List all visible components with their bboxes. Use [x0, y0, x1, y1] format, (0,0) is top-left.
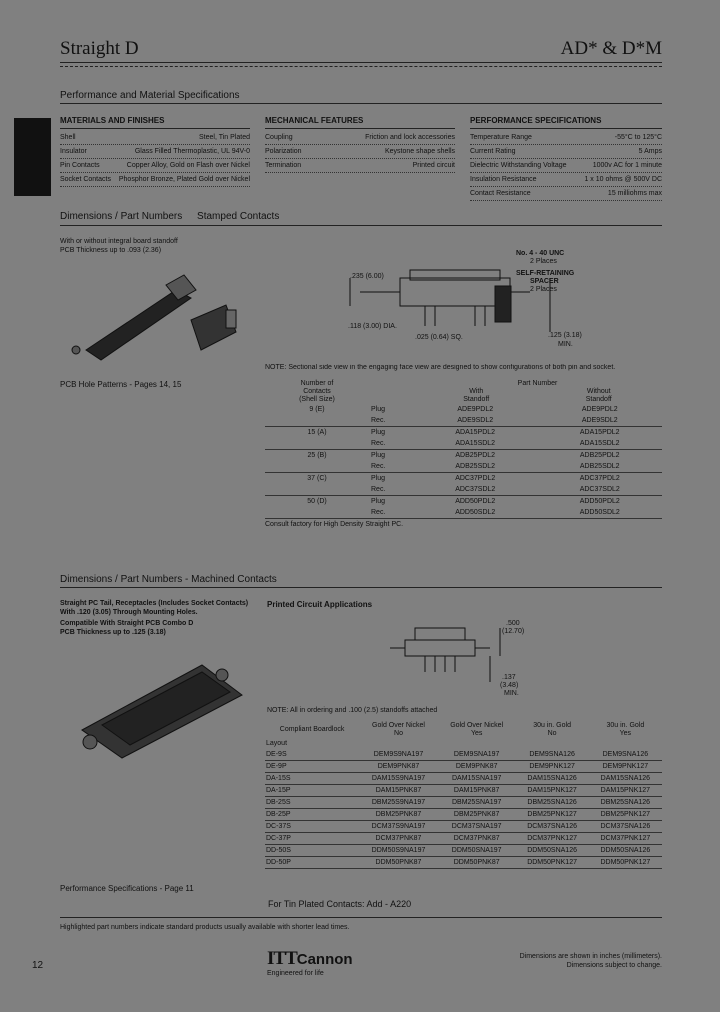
part-number-cell: DAM15PNK87: [438, 785, 516, 797]
spec-label: Pin Contacts: [60, 161, 100, 169]
part-without-standoff-cell: ADD50SDL2: [538, 507, 663, 519]
part-number-cell: DBM25PNK87: [359, 809, 438, 821]
shell-size-cell: 9 (E): [309, 405, 325, 413]
stamped-part-table: [265, 380, 662, 529]
spec-value: Glass Filled Thermoplastic, UL 94V-0: [134, 147, 250, 155]
table-row: [265, 404, 662, 415]
dim-spacer-places: 2 Places: [530, 286, 557, 293]
part-number-cell: DDM50PNK127: [589, 857, 662, 869]
table-row: [265, 415, 662, 427]
tin-plated-note: For Tin Plated Contacts: Add - A220: [268, 899, 412, 909]
part-number-cell: DCM37PNK87: [359, 833, 438, 845]
stamped-dimension-drawing: [340, 248, 670, 348]
th-with-2: Standoff: [463, 396, 490, 403]
part-with-standoff-cell: ADE9PDL2: [457, 405, 494, 413]
materials-block: [60, 116, 250, 187]
layout-cell: DC-37S: [265, 821, 359, 833]
table-row: [265, 427, 662, 439]
part-number-cell: DDM50S9NA197: [359, 845, 438, 857]
part-number-cell: DCM37PNK87: [438, 833, 516, 845]
dim-nut-places: 2 Places: [530, 258, 557, 265]
dim-nut: No. 4 - 40 UNC: [516, 250, 565, 257]
part-number-cell: DBM25PNK127: [515, 809, 588, 821]
table-row: [265, 785, 662, 797]
machined-mount-hole-left: [83, 735, 97, 749]
part-with-standoff-cell: ADD50SDL2: [413, 507, 538, 519]
section2-rule: [60, 225, 662, 226]
header-rule: [60, 62, 662, 63]
pca-dim-137-min: MIN.: [504, 690, 519, 697]
connector-face: [226, 310, 236, 328]
machined-part-table: [265, 722, 662, 869]
footer-rule: [60, 917, 662, 918]
part-number-cell: DBM25PNK87: [438, 809, 516, 821]
machined-desc-3: Compatible With Straight PCB Combo D: [60, 620, 194, 627]
shell-size-cell: [265, 461, 369, 473]
th-without-2: Standoff: [585, 396, 612, 403]
column-header-line1: 30u in. Gold: [533, 722, 571, 729]
part-number-cell: DDM50SNA126: [515, 845, 588, 857]
section-title-machined: Dimensions / Part Numbers - Machined Contacts: [60, 574, 277, 585]
connector-body-long: [86, 290, 191, 360]
spec-value: Steel, Tin Plated: [199, 133, 250, 141]
part-number-cell: DCM37PNK127: [515, 833, 588, 845]
table-row: [265, 461, 662, 473]
part-number-cell: DDM50SNA197: [438, 845, 516, 857]
spec-label: Coupling: [265, 133, 293, 141]
spec-value: 15 milliohms max: [607, 189, 662, 197]
layout-cell: DE-9S: [265, 749, 359, 761]
part-without-standoff-cell: ADB25PDL2: [579, 451, 620, 459]
section-title-stamped: [60, 211, 279, 223]
th-part-number-text: Part Number: [517, 380, 558, 387]
part-number-cell: DCM37S9NA197: [359, 821, 438, 833]
spec-label: Dielectric Withstanding Voltage: [470, 161, 567, 169]
part-with-standoff-cell: ADB25SDL2: [413, 461, 538, 473]
part-number-cell: DAM15PNK127: [589, 785, 662, 797]
dim-spacer: SELF-RETAINING: [516, 270, 575, 277]
spec-label: Socket Contacts: [60, 175, 111, 183]
pca-shell: [405, 640, 475, 656]
spec-label: Insulation Resistance: [470, 175, 537, 183]
dim-125: .125 (3.18): [548, 332, 582, 339]
drawing-spacer: [495, 286, 511, 322]
contact-type-cell: Rec.: [369, 415, 413, 427]
shell-size-cell: 50 (D): [307, 497, 327, 505]
th-without: [586, 388, 612, 404]
mechanical-heading: MECHANICAL FEATURES: [265, 116, 455, 129]
contact-type-cell: Rec.: [369, 484, 413, 496]
mechanical-block: [265, 116, 455, 173]
table-row: [265, 845, 662, 857]
layout-cell: DA-15S: [265, 773, 359, 785]
contact-type-cell: Plug: [371, 497, 386, 505]
section-title-specs: Performance and Material Specifications: [60, 90, 240, 101]
part-number-cell: DBM25SNA126: [589, 797, 662, 809]
table-row: [265, 473, 662, 485]
performance-row: [470, 145, 662, 159]
machined-desc-1: Straight PC Tail, Receptacles (Includes Socket Contacts): [60, 600, 249, 607]
table-row: [265, 749, 662, 761]
part-number-cell: DCM37SNA126: [515, 821, 588, 833]
perf-specs-ref: Performance Specifications - Page 11: [60, 884, 194, 893]
part-number-cell: DAM15SNA197: [438, 773, 516, 785]
machined-note: NOTE: All in ordering and .100 (2.5) standoffs attached: [267, 707, 438, 714]
shell-size-cell: [265, 415, 369, 427]
table-row: [265, 450, 662, 462]
header-dash: [60, 66, 662, 67]
table-row: [265, 484, 662, 496]
column-header-line1: Compliant Boardlock: [279, 726, 345, 733]
contact-type-cell: Plug: [371, 405, 386, 413]
machined-desc-2: With .120 (3.05) Through Mounting Holes.: [60, 609, 198, 616]
part-number-cell: DCM37PNK127: [589, 833, 662, 845]
layout-cell: DB-25P: [265, 809, 359, 821]
table-row: [265, 773, 662, 785]
stamped-note-1: With or without integral board standoff: [60, 238, 178, 245]
part-without-standoff-cell: ADD50PDL2: [579, 497, 620, 505]
part-with-standoff-cell: ADB25PDL2: [455, 451, 496, 459]
machined-mount-hole-right: [216, 669, 228, 681]
stamped-note-2: PCB Thickness up to .093 (2.36): [60, 247, 162, 254]
column-header: [265, 722, 359, 738]
part-number-cell: DEM9SNA197: [438, 749, 516, 761]
shell-size-cell: [265, 438, 369, 450]
table-row: [265, 857, 662, 869]
disclaimer-2: Dimensions subject to change.: [566, 962, 662, 969]
layout-cell: DC-37P: [265, 833, 359, 845]
part-without-standoff-cell: ADA15SDL2: [538, 438, 663, 450]
part-with-standoff-cell: ADA15SDL2: [413, 438, 538, 450]
pca-dim-500-mm: (12.70): [502, 628, 525, 635]
part-number-cell: DEM9PNK87: [359, 761, 438, 773]
layout-label: Layout: [266, 739, 288, 747]
dim-spacer-2: SPACER: [530, 278, 559, 285]
part-number-cell: DEM9S9NA197: [359, 749, 438, 761]
column-header: [515, 722, 588, 738]
column-header: [438, 722, 516, 738]
part-with-standoff-cell: ADC37SDL2: [413, 484, 538, 496]
spec-value: Copper Alloy, Gold on Flash over Nickel: [126, 161, 250, 169]
part-number-cell: DEM9SNA126: [515, 749, 588, 761]
machined-desc-4: PCB Thickness up to .125 (3.18): [60, 629, 166, 636]
brand-tagline: Engineered for life: [267, 970, 324, 977]
layout-cell: DB-25S: [265, 797, 359, 809]
contact-type-cell: Rec.: [369, 438, 413, 450]
th-number-of: Number of: [300, 380, 334, 387]
stamped-footnote: Consult factory for High Density Straight PC.: [265, 521, 404, 528]
spec-value: 1 x 10 ohms @ 500V DC: [584, 175, 662, 183]
table-row: [265, 761, 662, 773]
part-without-standoff-cell: ADC37SDL2: [538, 484, 663, 496]
part-number-cell: DEM9PNK127: [589, 761, 662, 773]
spec-value: 1000v AC for 1 minute: [592, 161, 662, 169]
section1-rule: [60, 103, 662, 104]
spec-value: 5 Amps: [638, 147, 662, 155]
pca-dim-137-mm: (3.48): [500, 682, 519, 689]
shell-size-cell: 37 (C): [307, 474, 327, 482]
part-number-cell: DBM25S9NA197: [359, 797, 438, 809]
performance-block: [470, 116, 662, 201]
materials-heading: MATERIALS AND FINISHES: [60, 116, 250, 129]
contact-type-cell: Plug: [371, 451, 386, 459]
spec-value: Printed circuit: [412, 161, 455, 169]
page-number: 12: [32, 960, 44, 971]
part-number-cell: DBM25SNA197: [438, 797, 516, 809]
part-without-standoff-cell: ADE9PDL2: [581, 405, 618, 413]
materials-row: [60, 145, 250, 159]
spec-label: Shell: [60, 133, 76, 141]
spec-label: Contact Resistance: [470, 189, 531, 197]
column-header: [359, 722, 438, 738]
shell-size-cell: 25 (B): [307, 451, 327, 459]
mount-hole-left: [72, 346, 80, 354]
part-number-cell: DDM50PNK127: [515, 857, 588, 869]
brand-itt: ITT: [267, 948, 297, 969]
highlight-note: Highlighted part numbers indicate standard products usually available with shorter lead times.: [60, 924, 350, 931]
pca-dim-137: .137: [502, 674, 516, 681]
shell-size-cell: [265, 507, 369, 519]
part-with-standoff-cell: ADA15PDL2: [455, 428, 496, 436]
spec-label: Insulator: [60, 147, 87, 155]
machined-connector-illustration: [62, 640, 252, 760]
disclaimer-1: Dimensions are shown in inches (millimeters).: [519, 953, 662, 960]
part-number-cell: DCM37SNA126: [589, 821, 662, 833]
table-row: [265, 797, 662, 809]
column-header-line2: Yes: [619, 730, 632, 737]
table-row: [265, 496, 662, 508]
layout-cell: DD-50S: [265, 845, 359, 857]
part-number-cell: DDM50PNK87: [359, 857, 438, 869]
part-number-cell: DCM37SNA197: [438, 821, 516, 833]
pca-title: Printed Circuit Applications: [267, 600, 373, 609]
performance-row: [470, 159, 662, 173]
materials-row: [60, 159, 250, 173]
table-row: [265, 821, 662, 833]
side-tab-marker: [14, 118, 51, 196]
pca-dim-500: .500: [506, 620, 520, 627]
materials-row: [60, 131, 250, 145]
contact-type-cell: Rec.: [369, 461, 413, 473]
table-row: [265, 438, 662, 450]
layout-cell: DA-15P: [265, 785, 359, 797]
part-number-cell: DAM15SNA126: [515, 773, 588, 785]
spec-value: Phosphor Bronze, Plated Gold over Nickel: [118, 175, 250, 183]
column-header-line2: No: [394, 730, 403, 737]
part-number-cell: DEM9PNK127: [515, 761, 588, 773]
layout-cell: DD-50P: [265, 857, 359, 869]
table-row: [265, 507, 662, 519]
spec-value: Keystone shape shells: [384, 147, 455, 155]
spec-value: Friction and lock accessories: [365, 133, 455, 141]
spec-value: -55°C to 125°C: [614, 133, 662, 141]
th-part-number: [413, 380, 662, 404]
part-number-cell: DBM25PNK127: [589, 809, 662, 821]
performance-row: [470, 173, 662, 187]
part-number-cell: DEM9SNA126: [589, 749, 662, 761]
pca-insulator: [415, 628, 465, 640]
column-header-line2: No: [547, 730, 557, 737]
th-with-1: With: [469, 388, 484, 395]
part-with-standoff-cell: ADE9SDL2: [413, 415, 538, 427]
part-with-standoff-cell: ADC37PDL2: [455, 474, 496, 482]
spec-label: Polarization: [265, 147, 302, 155]
product-series-title: AD* & D*M: [560, 38, 662, 59]
contact-type-cell: Plug: [371, 428, 386, 436]
part-number-cell: DDM50PNK87: [438, 857, 516, 869]
stamped-connector-illustration: [66, 270, 246, 370]
column-header-line1: Gold Over Nickel: [450, 722, 504, 729]
th-contacts-text: Contacts: [303, 388, 331, 395]
part-number-cell: DAM15S9NA197: [359, 773, 438, 785]
performance-row: [470, 187, 662, 201]
dim-125-min: MIN.: [558, 341, 573, 348]
part-number-cell: DAM15PNK87: [359, 785, 438, 797]
part-number-cell: DBM25SNA126: [515, 797, 588, 809]
spec-label: Current Rating: [470, 147, 516, 155]
part-with-standoff-cell: ADD50PDL2: [455, 497, 496, 505]
th-type: [369, 380, 413, 404]
mechanical-row: [265, 159, 455, 173]
column-header: [589, 722, 662, 738]
part-without-standoff-cell: ADA15PDL2: [579, 428, 620, 436]
contact-type-cell: Rec.: [369, 507, 413, 519]
dim-025: .025 (0.64) SQ.: [415, 334, 463, 341]
drawing-shell: [400, 278, 510, 306]
performance-heading: PERFORMANCE SPECIFICATIONS: [470, 116, 662, 129]
mechanical-row: [265, 131, 455, 145]
performance-row: [470, 131, 662, 145]
pcb-hole-patterns-ref: PCB Hole Patterns - Pages 14, 15: [60, 380, 182, 389]
section2-title-text: Dimensions / Part Numbers: [60, 211, 183, 222]
part-without-standoff-cell: ADE9SDL2: [538, 415, 663, 427]
table-row: [265, 833, 662, 845]
th-without-1: Without: [586, 388, 611, 395]
column-header-line1: 30u in. Gold: [606, 722, 645, 729]
column-header-line1: Gold Over Nickel: [372, 722, 425, 729]
diagram-note: NOTE: Sectional side view in the engaging face view are designed to show configurations of both pin and socket.: [265, 364, 616, 371]
part-number-cell: DDM50SNA126: [589, 845, 662, 857]
table-row: [265, 809, 662, 821]
mechanical-row: [265, 145, 455, 159]
brand-logo: [267, 948, 353, 970]
materials-row: [60, 173, 250, 187]
part-number-cell: DAM15SNA126: [589, 773, 662, 785]
section2-subtitle: Stamped Contacts: [197, 211, 280, 222]
contact-type-cell: Plug: [371, 474, 386, 482]
brand-cannon: Cannon: [296, 951, 353, 968]
part-number-cell: DAM15PNK127: [515, 785, 588, 797]
layout-cell: DE-9P: [265, 761, 359, 773]
dim-118: .118 (3.00) DIA.: [348, 323, 397, 330]
th-shell-size: (Shell Size): [299, 396, 335, 403]
part-without-standoff-cell: ADB25SDL2: [538, 461, 663, 473]
spec-label: Termination: [265, 161, 302, 169]
th-contacts: [265, 380, 369, 404]
page-title: Straight D: [60, 38, 139, 59]
shell-size-cell: [265, 484, 369, 496]
part-without-standoff-cell: ADC37PDL2: [579, 474, 620, 482]
part-number-cell: DEM9PNK87: [438, 761, 516, 773]
spec-label: Temperature Range: [470, 133, 532, 141]
shell-size-cell: 15 (A): [307, 428, 327, 436]
th-with: [463, 388, 489, 404]
column-header-line2: Yes: [470, 730, 483, 737]
section3-rule: [60, 587, 662, 588]
dim-235: .235 (6.00): [350, 273, 384, 280]
